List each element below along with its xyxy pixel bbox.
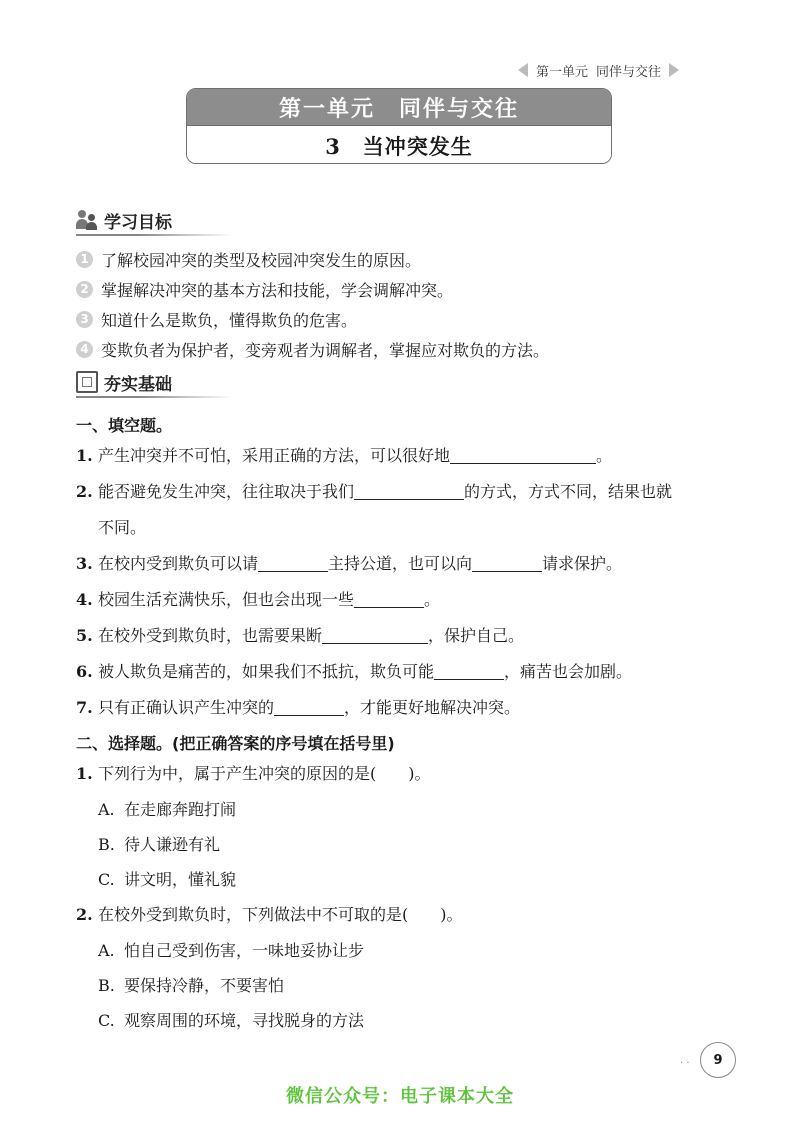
choice-question-1: [76, 756, 736, 792]
fill-in-title: 一、填空题。: [76, 415, 173, 435]
question-text: 在校内受到欺负可以请: [98, 554, 259, 573]
question-text: 只有正确认识产生冲突的: [98, 698, 275, 717]
choice-option[interactable]: [76, 827, 736, 862]
option-text: 讲文明，懂礼貌: [124, 870, 237, 889]
goals-heading: [76, 206, 172, 234]
option-letter: C.: [98, 1011, 115, 1030]
choice-option[interactable]: [76, 862, 736, 897]
answer-blank[interactable]: [472, 553, 542, 572]
choice-option[interactable]: [76, 968, 736, 1003]
question-text: 下列行为中，属于产生冲突的原因的是( )。: [98, 764, 431, 783]
right-triangle-icon: [669, 63, 679, 77]
exercise-content: [76, 410, 736, 1038]
choice-option[interactable]: [76, 1003, 736, 1038]
choice-option[interactable]: [76, 792, 736, 827]
question-text: 校园生活充满快乐，但也会出现一些: [98, 590, 355, 609]
option-text: 怕自己受到伤害，一味地妥协让步: [124, 941, 365, 960]
question-text: 能否避免发生冲突，往往取决于我们: [98, 482, 355, 501]
choice-title: 二、选择题。(把正确答案的序号填在括号里): [76, 733, 395, 753]
question-text: 产生冲突并不可怕，采用正确的方法，可以很好地: [98, 446, 451, 465]
choice-option[interactable]: [76, 933, 736, 968]
fill-question-7: [76, 690, 736, 726]
wechat-footer: 微信公众号：电子课本大全: [286, 1086, 514, 1107]
answer-blank[interactable]: [434, 661, 504, 680]
question-text: ，保护自己。: [428, 626, 525, 645]
question-text: ，才能更好地解决冲突。: [344, 698, 521, 717]
question-text: 请求保护。: [542, 554, 623, 573]
goals-heading-label: 学习目标: [104, 212, 172, 233]
choice-question-2: [76, 897, 736, 933]
goal-item: [76, 244, 736, 274]
goal-text: 了解校园冲突的类型及校园冲突发生的原因。: [101, 250, 422, 270]
answer-blank[interactable]: [450, 445, 596, 464]
fill-question-3: [76, 546, 736, 582]
fill-question-5: [76, 618, 736, 654]
question-number: 3.: [76, 554, 93, 573]
lesson-title-box: [186, 88, 612, 164]
unit-title: 第一单元 同伴与交往: [187, 89, 611, 125]
page-number: 9: [700, 1042, 736, 1078]
question-number: 2.: [76, 482, 93, 501]
question-text: 。: [596, 446, 613, 465]
answer-blank[interactable]: [258, 553, 328, 572]
option-letter: C.: [98, 870, 115, 889]
question-number: 1.: [76, 764, 93, 783]
basics-heading: [76, 368, 172, 396]
option-letter: B.: [98, 976, 115, 995]
people-icon: [76, 209, 98, 231]
basics-heading-label: 夯实基础: [104, 374, 172, 395]
option-letter: A.: [98, 941, 115, 960]
goal-item: [76, 304, 736, 334]
running-head: [518, 60, 738, 80]
fill-question-1: [76, 438, 736, 474]
question-text: 被人欺负是痛苦的，如果我们不抵抗，欺负可能: [98, 662, 435, 681]
option-letter: B.: [98, 835, 115, 854]
option-letter: A.: [98, 800, 115, 819]
decorative-dots: · ·: [680, 1058, 690, 1069]
option-text: 在走廊奔跑打闹: [124, 800, 237, 819]
goal-text: 变欺负者为保护者，变旁观者为调解者，掌握应对欺负的方法。: [101, 340, 550, 360]
option-text: 要保持冷静，不要害怕: [124, 976, 285, 995]
question-text: 的方式，方式不同，结果也就: [464, 482, 673, 501]
question-number: 7.: [76, 698, 93, 717]
answer-blank[interactable]: [274, 697, 344, 716]
left-triangle-icon: [518, 63, 528, 77]
question-text: 。: [424, 590, 441, 609]
question-number: 4.: [76, 590, 93, 609]
running-head-unit: 第一单元: [536, 64, 589, 80]
book-icon: [76, 371, 98, 393]
question-number: 2.: [76, 905, 93, 924]
option-text: 待人谦逊有礼: [124, 835, 221, 854]
goal-number: 3: [76, 311, 93, 328]
goal-number: 1: [76, 251, 93, 268]
question-text: 在校外受到欺负时，下列做法中不可取的是( )。: [98, 905, 463, 924]
goal-item: [76, 334, 736, 364]
goal-item: [76, 274, 736, 304]
goal-text: 掌握解决冲突的基本方法和技能，学会调解冲突。: [101, 280, 454, 300]
answer-blank[interactable]: [322, 625, 428, 644]
goal-number: 2: [76, 281, 93, 298]
answer-blank[interactable]: [354, 481, 464, 500]
option-text: 观察周围的环境，寻找脱身的方法: [124, 1011, 365, 1030]
answer-blank[interactable]: [354, 589, 424, 608]
question-number: 1.: [76, 446, 93, 465]
fill-question-2: [76, 474, 736, 510]
question-number: 5.: [76, 626, 93, 645]
question-text: 主持公道，也可以向: [328, 554, 473, 573]
question-text: 在校外受到欺负时，也需要果断: [98, 626, 323, 645]
goal-number: 4: [76, 341, 93, 358]
question-text: ，痛苦也会加剧。: [504, 662, 633, 681]
fill-question-4: [76, 582, 736, 618]
question-number: 6.: [76, 662, 93, 681]
running-head-title: 同伴与交往: [596, 64, 662, 80]
fill-question-2-continued: 不同。: [98, 518, 147, 537]
goals-list: [76, 244, 736, 364]
goal-text: 知道什么是欺负，懂得欺负的危害。: [101, 310, 358, 330]
fill-question-6: [76, 654, 736, 690]
lesson-title: 3 当冲突发生: [187, 125, 611, 164]
